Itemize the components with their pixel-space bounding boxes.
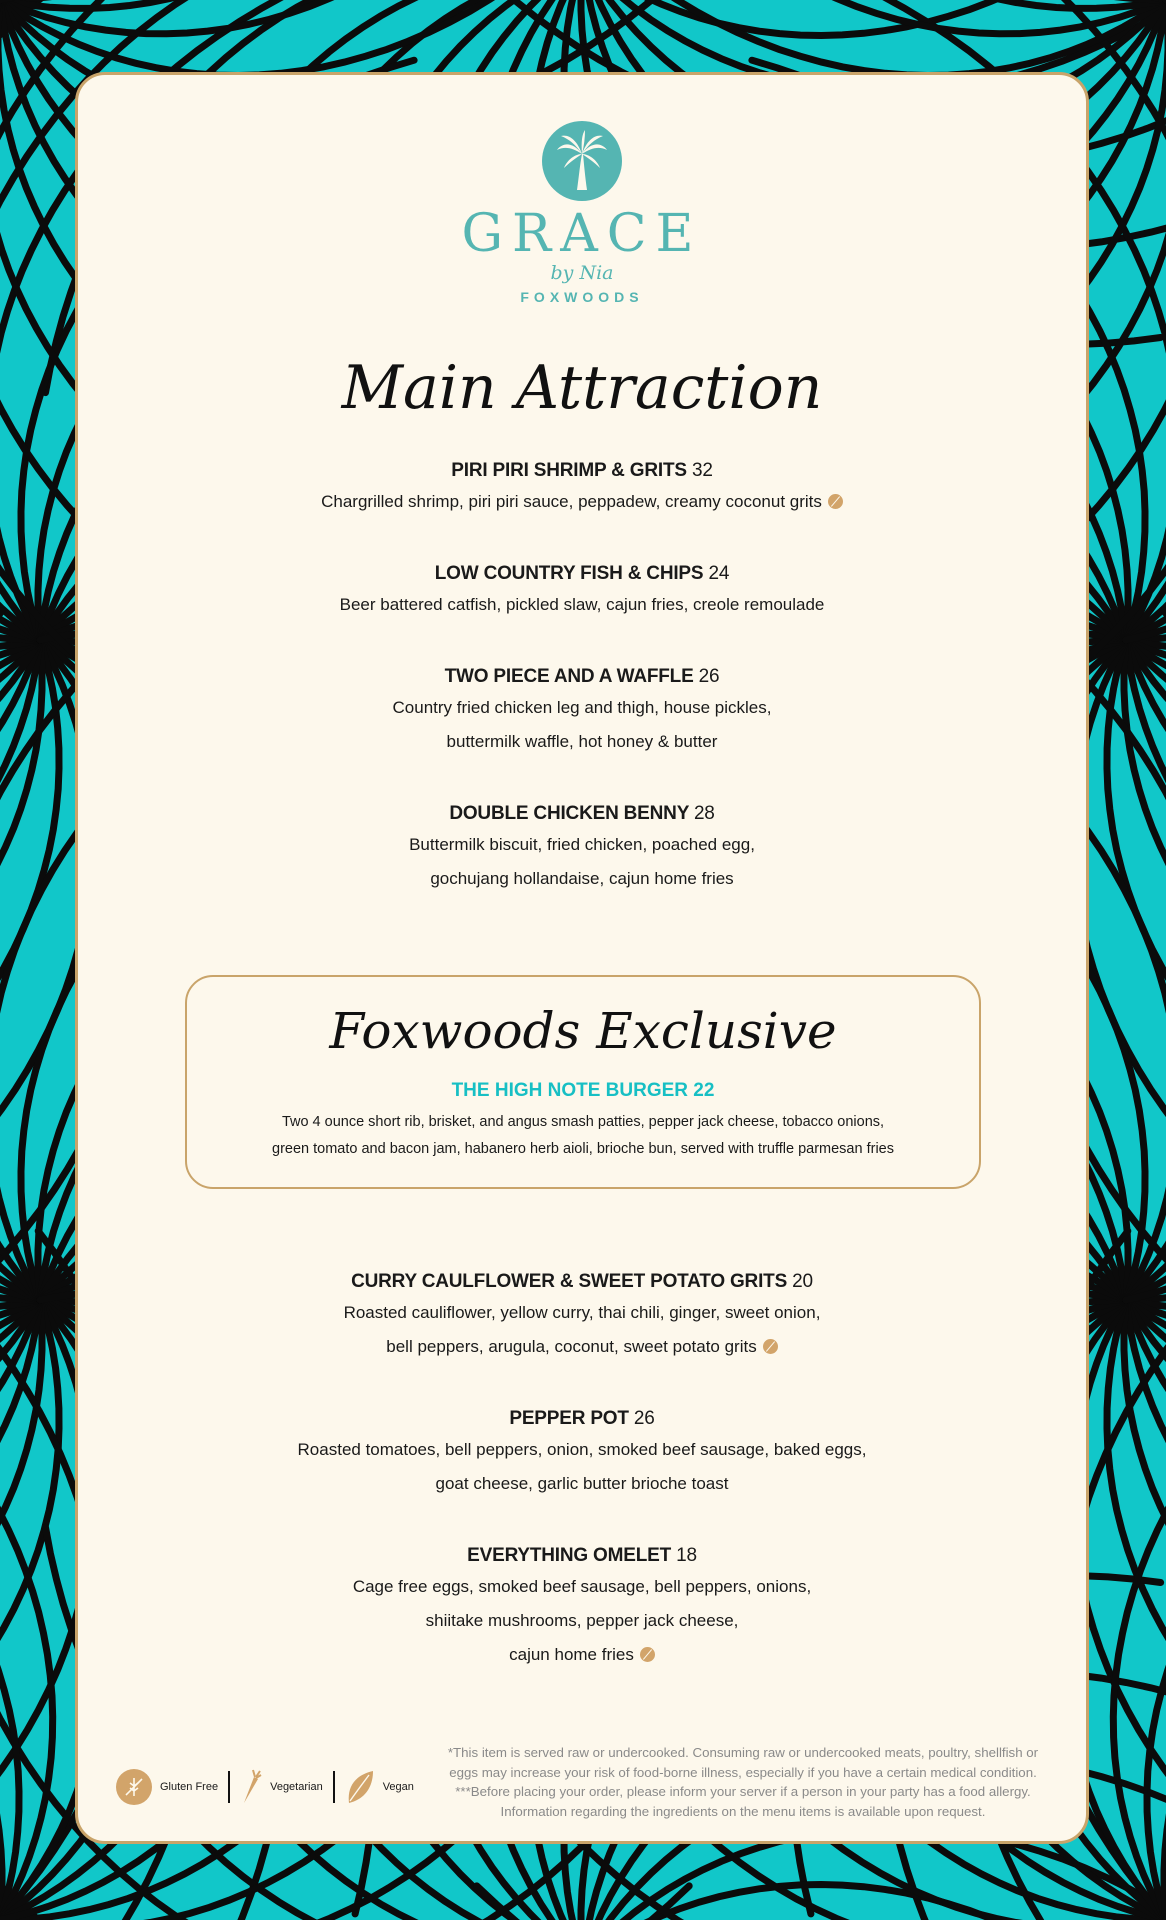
menu-item: [78, 560, 1086, 622]
gluten-free-icon: [828, 494, 843, 509]
brand-location: FOXWOODS: [520, 289, 644, 305]
menu-item-title: [78, 457, 1086, 485]
disclaimer-line: Information regarding the ingredients on the menu items is available upon request.: [500, 1803, 986, 1819]
legend-vegan: [345, 1769, 414, 1805]
legend-label: Vegan: [382, 1781, 414, 1793]
disclaimer: [423, 1743, 1063, 1821]
menu-item: [78, 457, 1086, 519]
exclusive-desc-line: green tomato and bacon jam, habanero herb aioli, brioche bun, served with truffle parmesan fries: [272, 1141, 894, 1157]
menu-item-name: LOW COUNTRY FISH & CHIPS: [434, 563, 704, 584]
menu-item-desc: cajun home fries: [78, 1638, 1086, 1672]
menu-item-desc: shiitake mushrooms, pepper jack cheese,: [425, 1611, 739, 1630]
menu-item-title: [78, 1268, 1086, 1296]
menu-item-desc: goat cheese, garlic butter brioche toast: [435, 1474, 729, 1493]
leaf-icon: [345, 1769, 375, 1805]
menu-item-name: TWO PIECE AND A WAFFLE: [444, 666, 694, 687]
section-title: Main Attraction: [341, 353, 823, 423]
menu-card: [75, 72, 1089, 1844]
menu-item: [78, 1542, 1086, 1672]
exclusive-item-title: THE HIGH NOTE BURGER: [451, 1080, 689, 1101]
menu-item-price: 18: [676, 1545, 697, 1566]
brand-byline: by Nia: [550, 262, 614, 284]
gluten-free-icon: [640, 1647, 655, 1662]
menu-item-name: DOUBLE CHICKEN BENNY: [449, 803, 689, 824]
menu-item-title: [78, 1405, 1086, 1433]
menu-item-desc: Roasted cauliflower, yellow curry, thai chili, ginger, sweet onion,: [343, 1303, 821, 1322]
menu-item: [78, 800, 1086, 896]
vegan-icon: [763, 1339, 778, 1354]
menu-item-price: 20: [792, 1271, 813, 1292]
menu-item-name: EVERYTHING OMELET: [467, 1545, 672, 1566]
legend-gluten-free: [116, 1769, 218, 1805]
legend-vegetarian: [240, 1769, 323, 1805]
logo: [78, 121, 1086, 305]
menu-item-desc: bell peppers, arugula, coconut, sweet potato grits: [78, 1330, 1086, 1364]
menu-item-desc: Beer battered catfish, pickled slaw, cajun fries, creole remoulade: [339, 595, 825, 614]
menu-item-title: [78, 1542, 1086, 1570]
disclaimer-line: *This item is served raw or undercooked. Consuming raw or undercooked meats, poultry, shellfish or: [447, 1745, 1039, 1760]
menu-item-desc: Roasted tomatoes, bell peppers, onion, smoked beef sausage, baked eggs,: [297, 1440, 867, 1459]
disclaimer-line: ***Before placing your order, please inform your server if a person in your party has a food allergy.: [455, 1784, 1031, 1799]
menu-item-title: [78, 800, 1086, 828]
menu-item-desc: Cage free eggs, smoked beef sausage, bell peppers, onions,: [352, 1577, 812, 1596]
menu-item-desc: buttermilk waffle, hot honey & butter: [446, 732, 718, 751]
legend-label: Gluten Free: [160, 1781, 219, 1793]
legend-label: Vegetarian: [270, 1781, 323, 1793]
menu-item: [78, 1405, 1086, 1501]
menu-item-desc: Buttermilk biscuit, fried chicken, poached egg,: [409, 835, 755, 854]
exclusive-title: Foxwoods Exclusive: [329, 1002, 837, 1060]
legend-divider: [333, 1771, 335, 1803]
brand-name: GRACE: [461, 204, 703, 264]
menu-item-desc: gochujang hollandaise, cajun home fries: [430, 869, 734, 888]
exclusive-item-price: 22: [693, 1080, 715, 1101]
exclusive-item-name: [187, 1080, 979, 1102]
gluten-free-icon: [116, 1769, 152, 1805]
menu-item-name: CURRY CAULFLOWER & SWEET POTATO GRITS: [351, 1271, 788, 1292]
menu-item-name: PEPPER POT: [509, 1408, 629, 1429]
menu-item-desc: Country fried chicken leg and thigh, house pickles,: [392, 698, 772, 717]
disclaimer-line: eggs may increase your risk of food-borne illness, especially if you have a certain medical condition.: [449, 1764, 1037, 1780]
exclusive-item-desc: [187, 1109, 979, 1163]
menu-item: [78, 663, 1086, 759]
menu-item-name: PIRI PIRI SHRIMP & GRITS: [451, 460, 687, 481]
legend-divider: [228, 1771, 230, 1803]
exclusive-box: [185, 975, 981, 1189]
menu-item-title: [78, 560, 1086, 588]
menu-item-desc: Chargrilled shrimp, piri piri sauce, peppadew, creamy coconut grits: [78, 485, 1086, 519]
menu-item-price: 32: [691, 460, 713, 481]
menu-item-price: 24: [708, 563, 730, 584]
diet-legend: [116, 1767, 414, 1807]
carrot-icon: [240, 1769, 262, 1805]
menu-item-price: 28: [693, 803, 715, 824]
palm-tree-icon: [542, 121, 622, 201]
exclusive-desc-line: Two 4 ounce short rib, brisket, and angus smash patties, pepper jack cheese, tobacco onions,: [281, 1114, 885, 1130]
menu-item-price: 26: [633, 1408, 655, 1429]
menu-item-title: [78, 663, 1086, 691]
menu-item: [78, 1268, 1086, 1364]
menu-item-price: 26: [698, 666, 720, 687]
